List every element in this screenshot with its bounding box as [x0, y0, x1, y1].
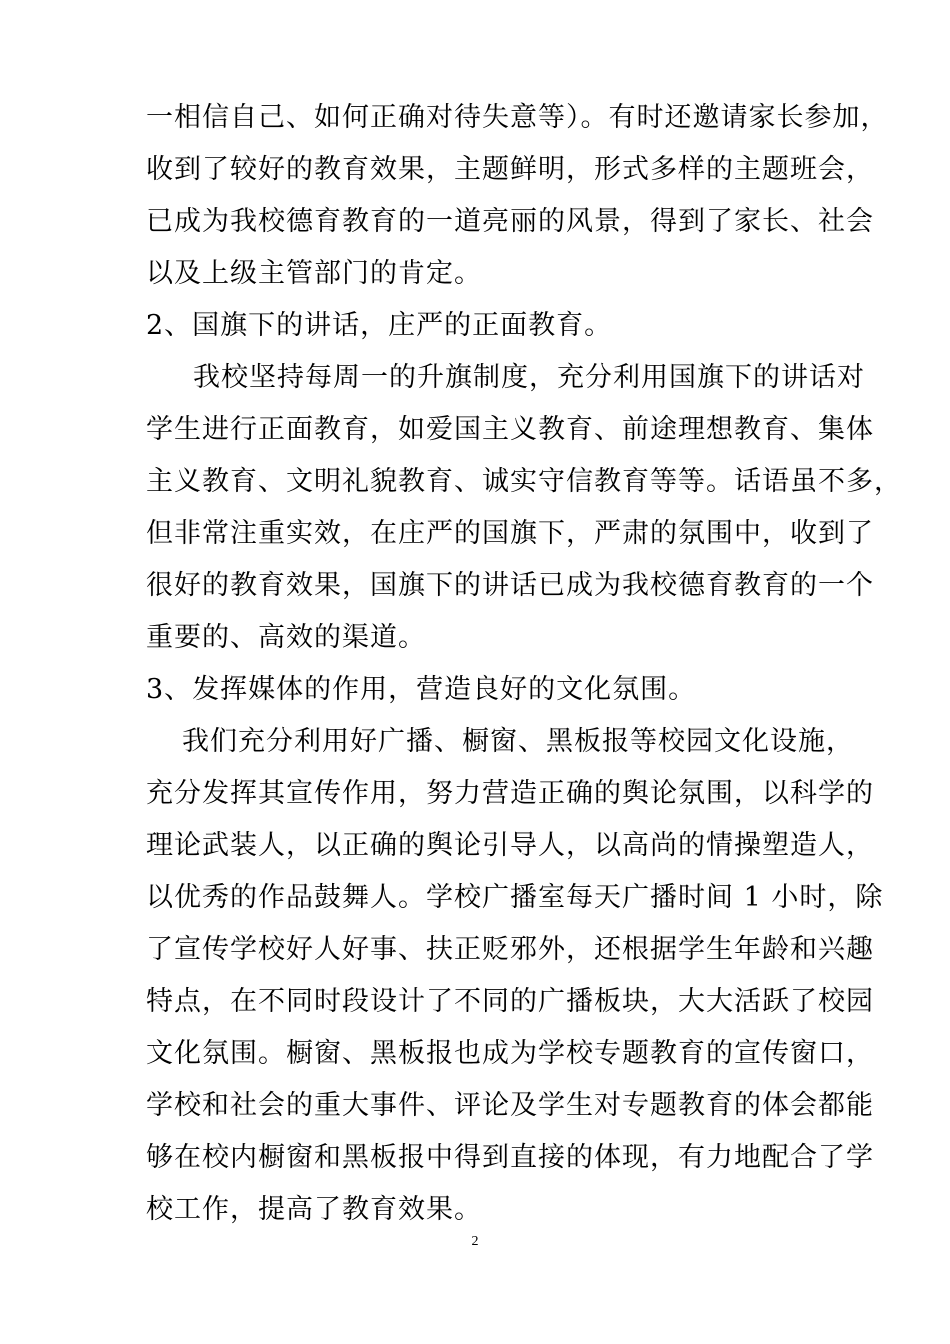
text-line: 我们充分利用好广播、橱窗、黑板报等校园文化设施， [182, 726, 854, 757]
text-line: 我校坚持每周一的升旗制度，充分利用国旗下的讲话对 [193, 362, 865, 393]
text-line: 充分发挥其宣传作用，努力营造正确的舆论氛围，以科学的 [146, 778, 874, 809]
text-line: 很好的教育效果，国旗下的讲话已成为我校德育教育的一个 [146, 570, 874, 601]
text-line: 主义教育、文明礼貌教育、诚实守信教育等等。话语虽不多， [146, 466, 902, 497]
text-line: 已成为我校德育教育的一道亮丽的风景，得到了家长、社会 [146, 206, 874, 237]
text-line: 校工作，提高了教育效果。 [146, 1194, 482, 1225]
text-line: 以及上级主管部门的肯定。 [146, 258, 482, 289]
text-line: 特点，在不同时段设计了不同的广播板块，大大活跃了校园 [146, 986, 874, 1017]
text-line: 一相信自己、如何正确对待失意等）。有时还邀请家长参加， [146, 102, 889, 133]
text-line: 理论武装人，以正确的舆论引导人，以高尚的情操塑造人， [146, 830, 874, 861]
section-heading: 3、发挥媒体的作用，营造良好的文化氛围。 [146, 674, 697, 705]
text-line: 够在校内橱窗和黑板报中得到直接的体现，有力地配合了学 [146, 1142, 874, 1173]
page-number: 2 [471, 1234, 479, 1249]
section-heading: 2、国旗下的讲话，庄严的正面教育。 [146, 310, 613, 341]
text-line: 以优秀的作品鼓舞人。学校广播室每天广播时间 1 小时，除 [146, 882, 884, 913]
text-line: 重要的、高效的渠道。 [146, 622, 426, 653]
text-line: 了宣传学校好人好事、扶正贬邪外，还根据学生年龄和兴趣 [146, 934, 874, 965]
text-line: 文化氛围。橱窗、黑板报也成为学校专题教育的宣传窗口， [146, 1038, 874, 1069]
text-line: 但非常注重实效，在庄严的国旗下，严肃的氛围中，收到了 [146, 518, 874, 549]
text-line: 学校和社会的重大事件、评论及学生对专题教育的体会都能 [146, 1090, 874, 1121]
text-line: 收到了较好的教育效果，主题鲜明，形式多样的主题班会， [146, 154, 874, 185]
text-line: 学生进行正面教育，如爱国主义教育、前途理想教育、集体 [146, 414, 874, 445]
